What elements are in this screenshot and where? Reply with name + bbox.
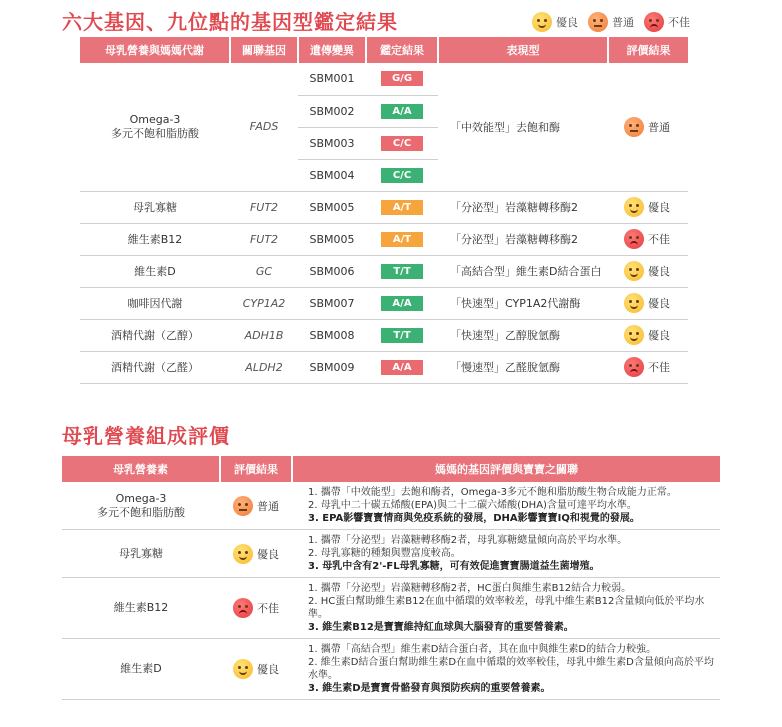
- genotype-badge: C/C: [381, 136, 423, 151]
- smile-face-icon: [233, 544, 253, 564]
- genotype-cell: [366, 191, 438, 223]
- eval-cell: [608, 319, 688, 351]
- eval-label: 優良: [648, 201, 670, 214]
- gene-cell: FUT2: [230, 191, 298, 223]
- genotype-cell: [366, 351, 438, 383]
- description-highlight: 3. 維生素B12是寶寶維持紅血球與大腦發育的重要營養素。: [308, 622, 574, 633]
- eval-label: 不佳: [648, 233, 670, 246]
- eval-cell: [220, 530, 292, 578]
- variant-cell: SBM003: [298, 127, 366, 159]
- genotype-cell: [366, 223, 438, 255]
- genotype-table: [80, 37, 688, 384]
- eval-cell: [608, 191, 688, 223]
- table-row: [62, 578, 720, 639]
- genotype-cell: [366, 255, 438, 287]
- eval-wrap: [220, 659, 292, 679]
- description-line: 1. 攜帶「高結合型」維生素D結合蛋白者，其在血中與維生素D的結合力較強。: [308, 644, 657, 655]
- nutrient-cell: 咖啡因代謝: [80, 287, 230, 319]
- variant-cell: SBM005: [298, 191, 366, 223]
- table-row: [80, 319, 688, 351]
- column-header: 母乳營養與媽媽代謝: [80, 37, 230, 63]
- legend-item: [644, 12, 690, 32]
- legend-label: 優良: [556, 16, 578, 29]
- smile-face-icon: [624, 261, 644, 281]
- eval-label: 優良: [257, 663, 279, 676]
- smile-face-icon: [624, 293, 644, 313]
- gene-cell: ADH1B: [230, 319, 298, 351]
- phenotype-cell: 「慢速型」乙醛脫氫酶: [438, 351, 608, 383]
- nutrient-cell: 酒精代謝（乙醛）: [80, 351, 230, 383]
- neutral-face-icon: [588, 12, 608, 32]
- page-title-genotype: 六大基因、九位點的基因型鑑定結果: [62, 10, 398, 34]
- description-cell: [292, 639, 720, 700]
- legend-label: 普通: [612, 16, 634, 29]
- column-header: 鑑定結果: [366, 37, 438, 63]
- table-row: [80, 63, 688, 95]
- variant-cell: SBM009: [298, 351, 366, 383]
- eval-wrap: [624, 229, 688, 249]
- angry-face-icon: [644, 12, 664, 32]
- legend-item: [532, 12, 578, 32]
- gene-cell: GC: [230, 255, 298, 287]
- nutrient-cell: 母乳寡糖: [80, 191, 230, 223]
- eval-wrap: [624, 357, 688, 377]
- eval-wrap: [624, 325, 688, 345]
- eval-cell: [220, 639, 292, 700]
- genotype-cell: [366, 127, 438, 159]
- column-header: 評價結果: [220, 456, 292, 482]
- eval-wrap: [624, 197, 688, 217]
- phenotype-cell: 「中效能型」去飽和酶: [438, 63, 608, 191]
- legend: [532, 12, 694, 32]
- description-line: 1. 攜帶「分泌型」岩藻糖轉移酶2者，母乳寡糖總量傾向高於平均水準。: [308, 535, 628, 546]
- nutrient-cell: 維生素B12: [80, 223, 230, 255]
- smile-face-icon: [233, 659, 253, 679]
- genotype-cell: [366, 95, 438, 127]
- genotype-badge: A/A: [381, 104, 423, 119]
- gene-cell: FUT2: [230, 223, 298, 255]
- genotype-cell: [366, 287, 438, 319]
- variant-cell: SBM005: [298, 223, 366, 255]
- eval-label: 優良: [648, 297, 670, 310]
- table-row: [80, 351, 688, 383]
- variant-cell: SBM004: [298, 159, 366, 191]
- angry-face-icon: [233, 598, 253, 618]
- neutral-face-icon: [624, 117, 644, 137]
- description-line: 2. 母乳中二十碳五烯酸(EPA)與二十二碳六烯酸(DHA)含量可達平均水準。: [308, 500, 637, 511]
- variant-cell: SBM001: [298, 63, 366, 95]
- description-line: 1. 攜帶「分泌型」岩藻糖轉移酶2者，HC蛋白與維生素B12結合力較弱。: [308, 583, 632, 594]
- genotype-badge: G/G: [381, 71, 423, 86]
- eval-label: 普通: [257, 499, 279, 513]
- genotype-cell: [366, 319, 438, 351]
- table-row: [80, 191, 688, 223]
- nutrition-table: [62, 456, 720, 700]
- genotype-cell: [366, 159, 438, 191]
- genotype-badge: T/T: [381, 328, 423, 343]
- gene-cell: FADS: [230, 63, 298, 191]
- nutrient-cell: Omega-3 多元不飽和脂肪酸: [80, 63, 230, 191]
- angry-face-icon: [624, 229, 644, 249]
- smile-face-icon: [624, 325, 644, 345]
- eval-wrap: [220, 598, 292, 618]
- genotype-badge: T/T: [381, 264, 423, 279]
- table-row: [62, 530, 720, 578]
- description-line: 2. HC蛋白幫助維生素B12在血中循環的效率較差，母乳中維生素B12含量傾向低於平均水準。: [308, 596, 705, 620]
- table-row: [80, 287, 688, 319]
- phenotype-cell: 「快速型」CYP1A2代謝酶: [438, 287, 608, 319]
- eval-wrap: [624, 293, 688, 313]
- description-highlight: 3. 母乳中含有2'-FL母乳寡糖，可有效促進寶寶腸道益生菌增殖。: [308, 561, 600, 572]
- angry-face-icon: [624, 357, 644, 377]
- eval-cell: [608, 255, 688, 287]
- page-title-nutrition: 母乳營養組成評價: [62, 424, 230, 448]
- table-row: [62, 639, 720, 700]
- eval-wrap: [624, 117, 688, 137]
- variant-cell: SBM002: [298, 95, 366, 127]
- column-header: 遺傳變異: [298, 37, 366, 63]
- description-highlight: 3. EPA影響寶寶情商與免疫系統的發展，DHA影響寶寶IQ和視覺的發展。: [308, 513, 640, 524]
- smile-face-icon: [624, 197, 644, 217]
- description-line: 1. 攜帶「中效能型」去飽和酶者，Omega-3多元不飽和脂肪酸生物合成能力正常。: [308, 487, 677, 498]
- nutrient-cell: 維生素B12: [62, 578, 220, 639]
- genotype-badge: A/A: [381, 360, 423, 375]
- eval-cell: [608, 63, 688, 191]
- legend-item: [588, 12, 634, 32]
- description-line: 2. 維生素D結合蛋白幫助維生素D在血中循環的效率較佳，母乳中維生素D含量傾向高於平均水準。: [308, 657, 714, 681]
- nutrient-cell: Omega-3 多元不飽和脂肪酸: [62, 482, 220, 530]
- description-cell: [292, 482, 720, 530]
- eval-label: 普通: [648, 120, 670, 134]
- nutrient-cell: 母乳寡糖: [62, 530, 220, 578]
- variant-cell: SBM006: [298, 255, 366, 287]
- eval-cell: [220, 578, 292, 639]
- legend-label: 不佳: [668, 16, 690, 29]
- table-row: [80, 255, 688, 287]
- phenotype-cell: 「分泌型」岩藻糖轉移酶2: [438, 223, 608, 255]
- genotype-badge: C/C: [381, 168, 423, 183]
- table-row: [80, 223, 688, 255]
- description-line: 2. 母乳寡糖的種類與豐富度較高。: [308, 548, 461, 559]
- description-cell: [292, 530, 720, 578]
- eval-cell: [608, 287, 688, 319]
- phenotype-cell: 「分泌型」岩藻糖轉移酶2: [438, 191, 608, 223]
- eval-label: 不佳: [257, 602, 279, 615]
- neutral-face-icon: [233, 496, 253, 516]
- nutrient-cell: 酒精代謝（乙醇）: [80, 319, 230, 351]
- phenotype-cell: 「高結合型」維生素D結合蛋白: [438, 255, 608, 287]
- column-header: 關聯基因: [230, 37, 298, 63]
- genotype-cell: [366, 63, 438, 95]
- eval-wrap: [624, 261, 688, 281]
- gene-cell: CYP1A2: [230, 287, 298, 319]
- eval-cell: [608, 351, 688, 383]
- nutrient-cell: 維生素D: [80, 255, 230, 287]
- gene-cell: ALDH2: [230, 351, 298, 383]
- eval-label: 不佳: [648, 361, 670, 374]
- description-cell: [292, 578, 720, 639]
- genotype-badge: A/T: [381, 200, 423, 215]
- description-highlight: 3. 維生素D是寶寶骨骼發育與預防疾病的重要營養素。: [308, 683, 551, 694]
- genotype-badge: A/A: [381, 296, 423, 311]
- genotype-badge: A/T: [381, 232, 423, 247]
- variant-cell: SBM008: [298, 319, 366, 351]
- smile-face-icon: [532, 12, 552, 32]
- eval-cell: [220, 482, 292, 530]
- column-header: 評價結果: [608, 37, 688, 63]
- column-header: 表現型: [438, 37, 608, 63]
- eval-cell: [608, 223, 688, 255]
- eval-wrap: [220, 544, 292, 564]
- column-header: 母乳營養素: [62, 456, 220, 482]
- table-row: [62, 482, 720, 530]
- phenotype-cell: 「快速型」乙醇脫氫酶: [438, 319, 608, 351]
- eval-label: 優良: [648, 265, 670, 278]
- eval-label: 優良: [257, 547, 279, 561]
- column-header: 媽媽的基因評價與寶寶之關聯: [292, 456, 720, 482]
- nutrient-cell: 維生素D: [62, 639, 220, 700]
- eval-wrap: [220, 496, 292, 516]
- variant-cell: SBM007: [298, 287, 366, 319]
- eval-label: 優良: [648, 329, 670, 342]
